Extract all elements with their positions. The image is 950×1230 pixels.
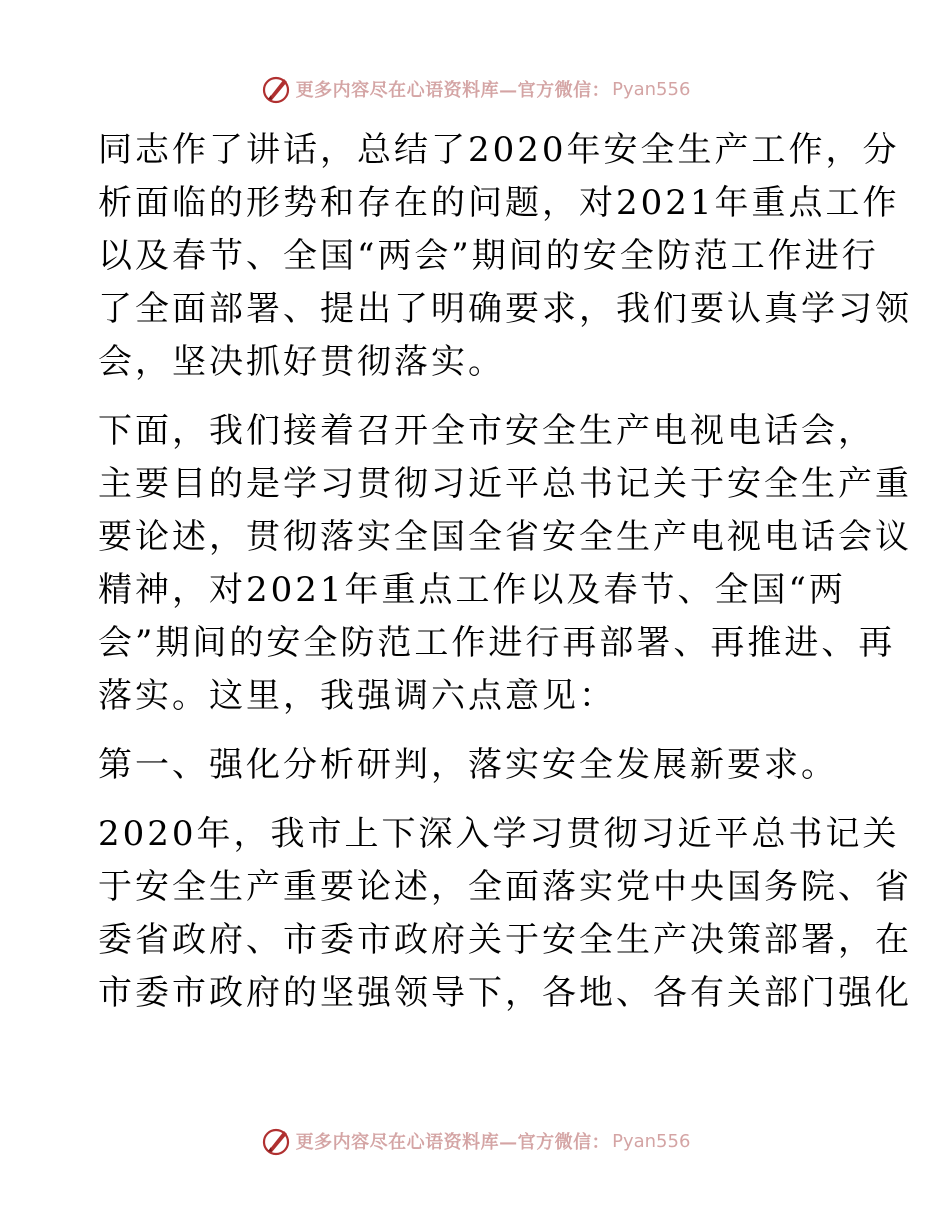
- watermark-text: 更多内容尽在心语资料库—官方微信：: [295, 80, 611, 101]
- watermark-wechat-id: Pyan556: [612, 1130, 691, 1152]
- text-line: 2020年，我市上下深入学习贯彻习近平总书记关: [98, 814, 900, 854]
- paragraph-3: [98, 808, 912, 1020]
- text-line: 要论述，贯彻落实全国全省安全生产电视电话会议: [98, 517, 912, 557]
- text-line: 会，坚决抓好贯彻落实。: [98, 342, 505, 382]
- document-body: [98, 124, 912, 1020]
- text-line: 精神，对2021年重点工作以及春节、全国“两: [98, 570, 846, 610]
- text-line: 会”期间的安全防范工作进行再部署、再推进、再: [98, 623, 896, 663]
- text-line: 市委市政府的坚强领导下，各地、各有关部门强化: [98, 973, 912, 1013]
- text-line: 于安全生产重要论述，全面落实党中央国务院、省: [98, 867, 912, 907]
- watermark-header: [0, 72, 950, 106]
- feather-pen-icon: [260, 73, 292, 105]
- text-line: 落实。这里，我强调六点意见：: [98, 676, 616, 716]
- text-line: 第一、强化分析研判，落实安全发展新要求。: [98, 745, 838, 785]
- watermark-text: 更多内容尽在心语资料库—官方微信：: [295, 1132, 611, 1153]
- feather-pen-icon: [260, 1125, 292, 1157]
- watermark-footer: [0, 1124, 950, 1158]
- text-line: 主要目的是学习贯彻习近平总书记关于安全生产重: [98, 464, 912, 504]
- section-heading: [98, 739, 858, 792]
- text-line: 以及春节、全国“两会”期间的安全防范工作进行: [98, 236, 879, 276]
- text-line: 了全面部署、提出了明确要求，我们要认真学习领: [98, 289, 912, 329]
- paragraph-2: [98, 405, 912, 723]
- text-line: 析面临的形势和存在的问题，对2021年重点工作: [98, 183, 900, 223]
- text-line: 同志作了讲话，总结了2020年安全生产工作，分: [98, 130, 900, 170]
- text-line: 委省政府、市委市政府关于安全生产决策部署，在: [98, 920, 912, 960]
- text-line: 下面，我们接着召开全市安全生产电视电话会，: [98, 411, 875, 451]
- paragraph-1: [98, 124, 912, 389]
- watermark-wechat-id: Pyan556: [612, 78, 691, 100]
